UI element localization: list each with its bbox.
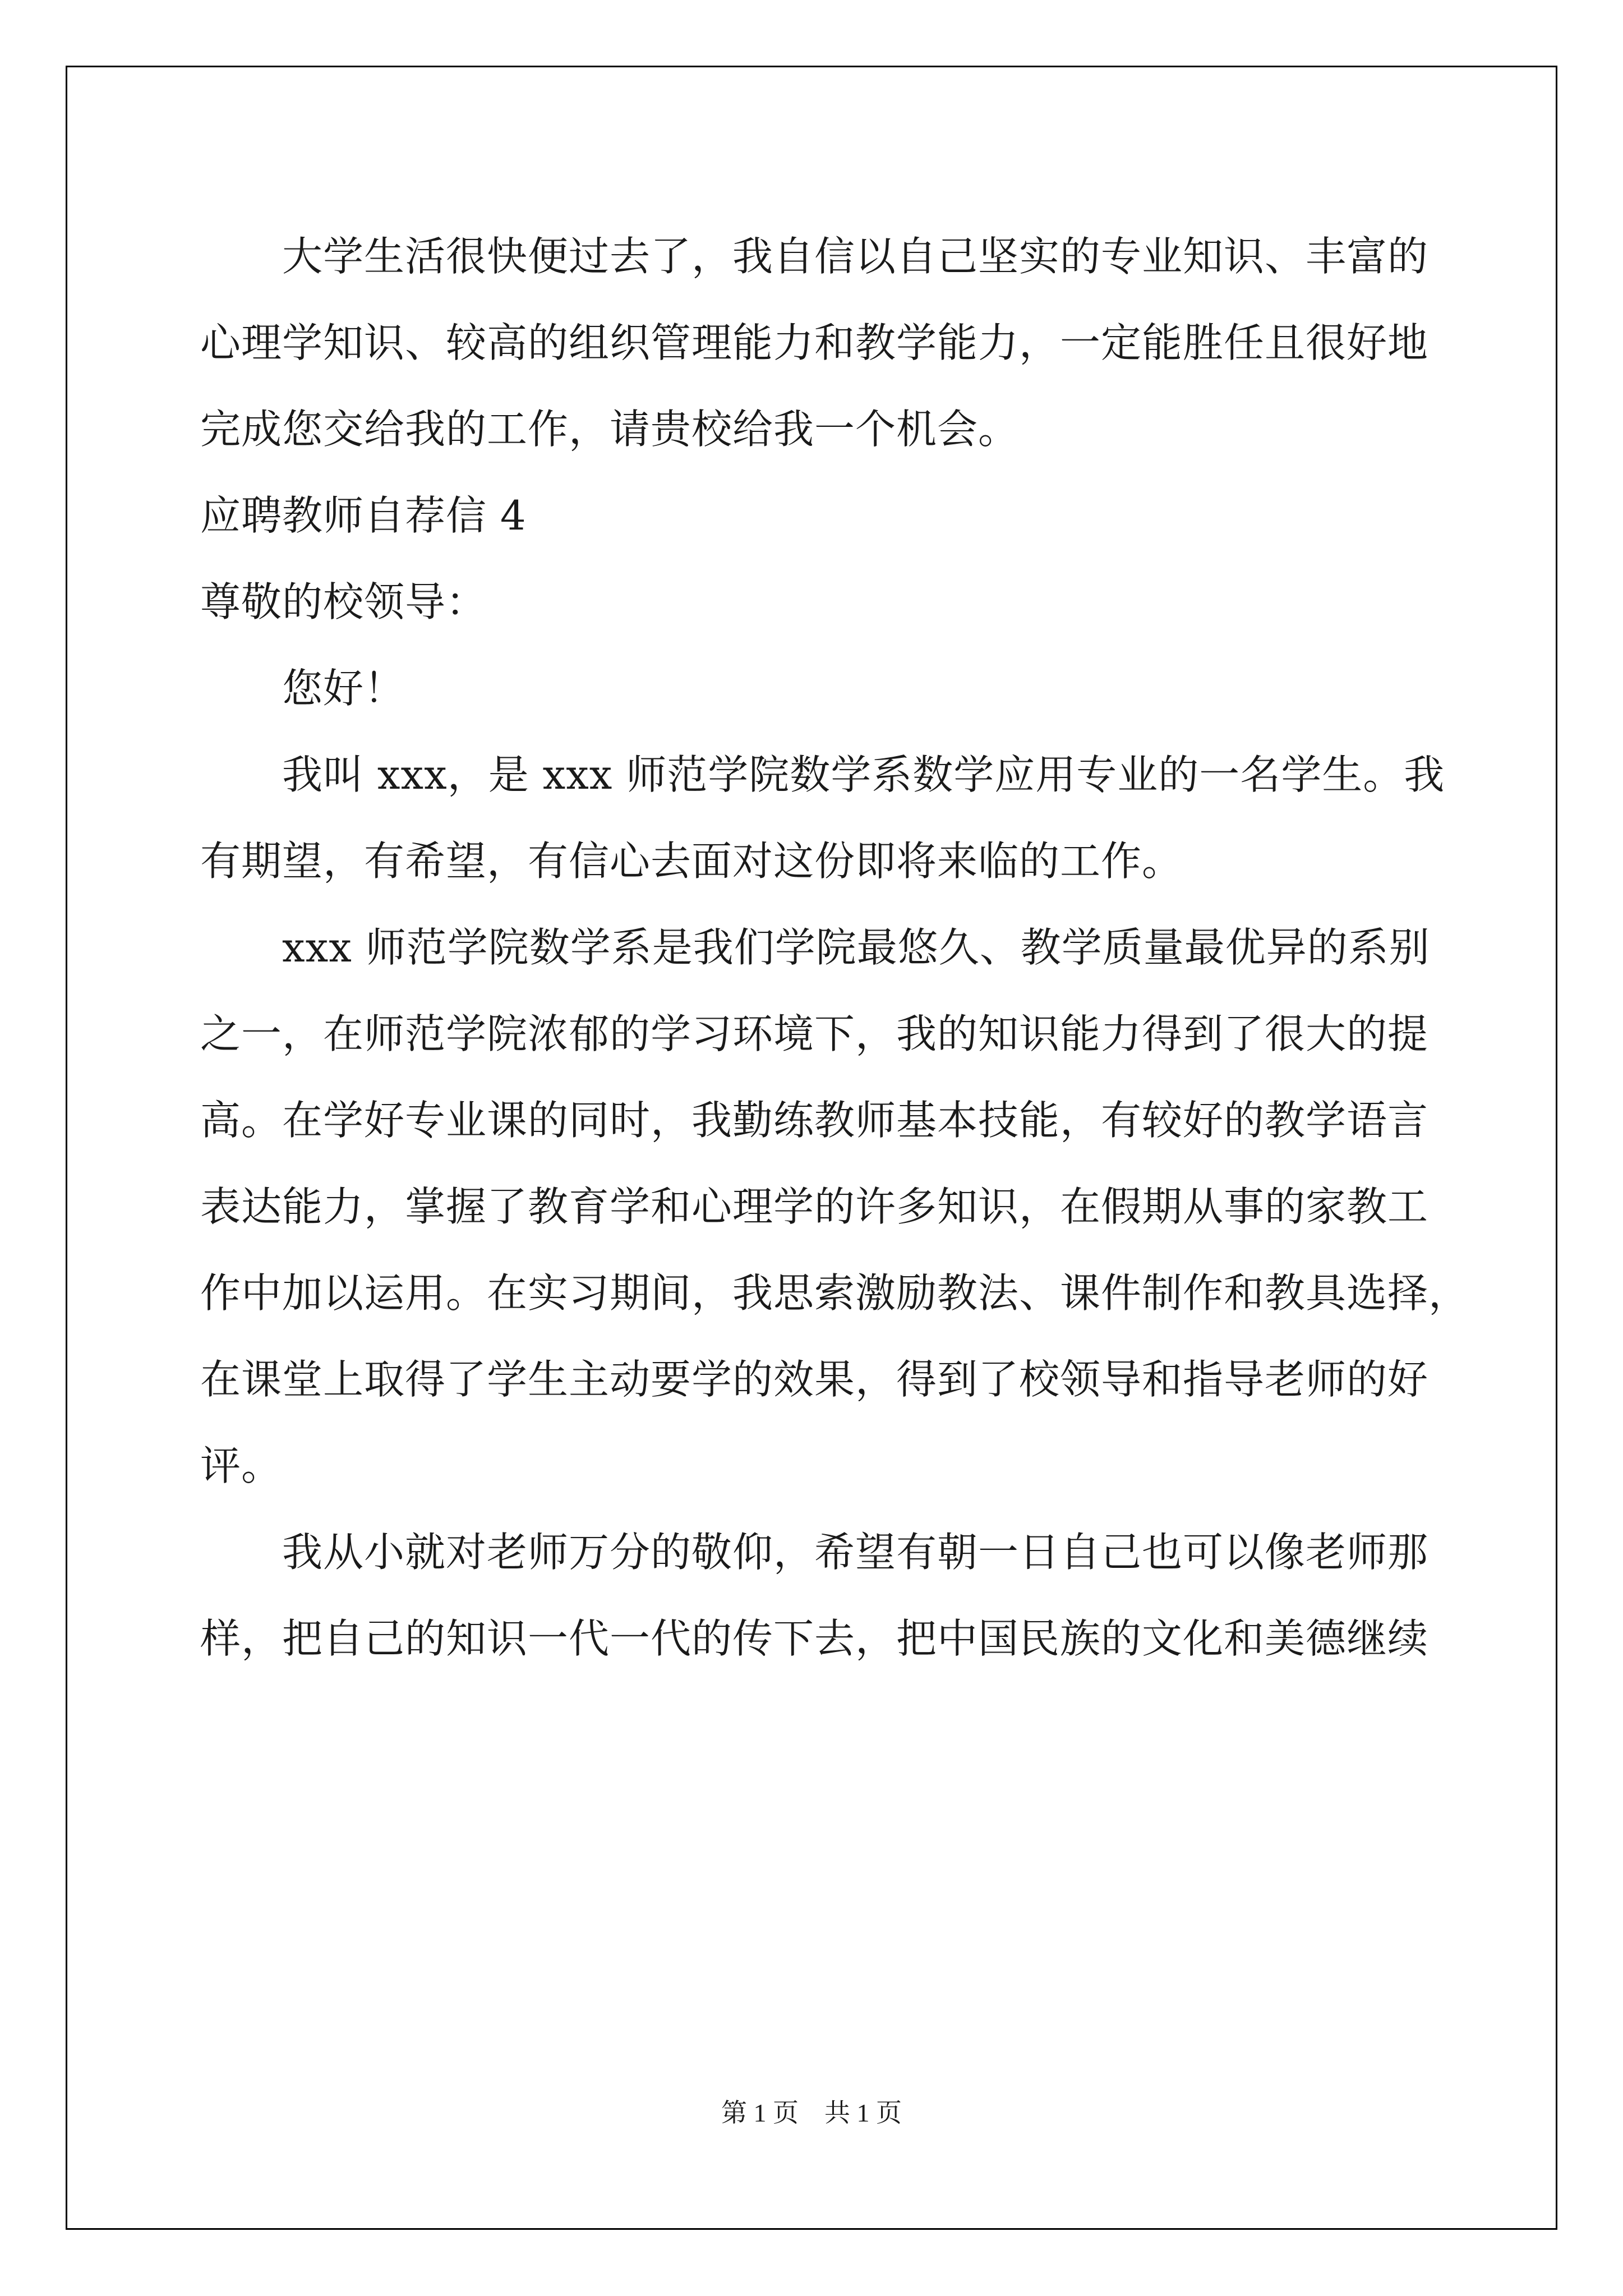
text-line: 有期望，有希望，有信心去面对这份即将来临的工作。 — [200, 838, 1183, 885]
text-line: 我叫 xxx，是 xxx 师范学院数学系数学应用专业的一名学生。我 — [282, 751, 1445, 798]
document-body — [200, 213, 1470, 1682]
text-line: 作中加以运用。在实习期间，我思索激励教法、课件制作和教具选择， — [200, 1269, 1470, 1317]
text-line: 完成您交给我的工作，请贵校给我一个机会。 — [200, 406, 1020, 453]
text-line: 在课堂上取得了学生主动要学的效果，得到了校领导和指导老师的好 — [200, 1356, 1429, 1403]
text-line: 表达能力，掌握了教育学和心理学的许多知识，在假期从事的家教工 — [200, 1183, 1429, 1230]
letter-title: 应聘教师自荐信 4 — [200, 492, 527, 539]
text-line: 我从小就对老师万分的敬仰，希望有朝一日自己也可以像老师那 — [282, 1529, 1429, 1576]
text-line: 大学生活很快便过去了，我自信以自己坚实的专业知识、丰富的 — [282, 233, 1429, 280]
greeting: 您好！ — [282, 665, 405, 712]
text-line: xxx 师范学院数学系是我们学院最悠久、教学质量最优异的系别 — [282, 924, 1430, 971]
text-line: 之一，在师范学院浓郁的学习环境下，我的知识能力得到了很大的提 — [200, 1010, 1429, 1057]
salutation: 尊敬的校领导： — [200, 578, 487, 625]
page-footer: 第 1 页 共 1 页 — [721, 2099, 902, 2127]
text-line: 样，把自己的知识一代一代的传下去，把中国民族的文化和美德继续 — [200, 1615, 1429, 1662]
text-line: 心理学知识、较高的组织管理能力和教学能力，一定能胜任且很好地 — [200, 319, 1429, 366]
text-line: 评。 — [200, 1442, 283, 1489]
text-line: 高。在学好专业课的同时，我勤练教师基本技能，有较好的教学语言 — [200, 1097, 1429, 1144]
